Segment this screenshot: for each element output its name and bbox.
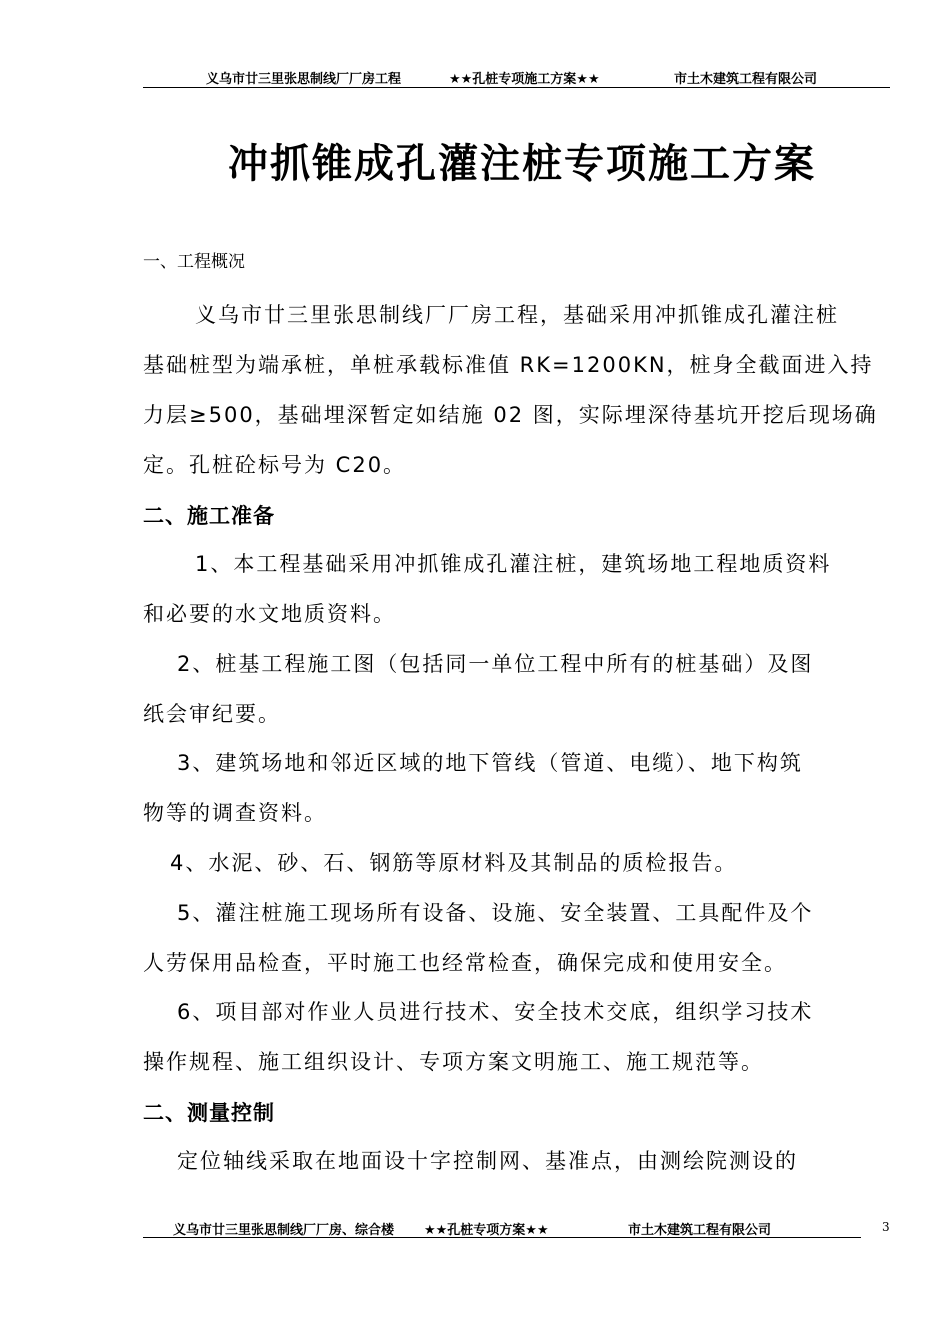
footer-company: 市土木建筑工程有限公司 bbox=[628, 1223, 772, 1238]
page-number: 3 bbox=[882, 1220, 890, 1234]
paragraph-line: 1、本工程基础采用冲抓锥成孔灌注桩，建筑场地工程地质资料 bbox=[195, 552, 832, 576]
footer-project: 义乌市廿三里张思制线厂厂房、综合楼 bbox=[173, 1223, 395, 1238]
section-heading-prep: 二、施工准备 bbox=[143, 504, 275, 528]
paragraph-line: 定。孔桩砼标号为 C20。 bbox=[143, 453, 407, 477]
paragraph-line: 3、建筑场地和邻近区域的地下管线（管道、电缆）、地下构筑 bbox=[177, 751, 803, 775]
page-title: 冲抓锥成孔灌注桩专项施工方案 bbox=[228, 141, 816, 187]
paragraph-line: 操作规程、施工组织设计、专项方案文明施工、施工规范等。 bbox=[143, 1050, 764, 1074]
paragraph-line: 基础桩型为端承桩，单桩承载标准值 RK=1200KN，桩身全截面进入持 bbox=[143, 353, 874, 377]
paragraph-line: 定位轴线采取在地面设十字控制网、基准点，由测绘院测设的 bbox=[177, 1149, 798, 1173]
section-heading-survey: 二、测量控制 bbox=[143, 1101, 275, 1125]
section-heading-overview: 一、工程概况 bbox=[143, 252, 245, 272]
paragraph-line: 和必要的水文地质资料。 bbox=[143, 602, 396, 626]
footer-rule bbox=[143, 1237, 861, 1238]
footer-doc-title: ★★孔桩专项方案★★ bbox=[424, 1223, 549, 1238]
header-doc-title: ★★孔桩专项施工方案★★ bbox=[449, 72, 600, 87]
header-project: 义乌市廿三里张思制线厂厂房工程 bbox=[206, 72, 402, 87]
header-rule bbox=[143, 87, 890, 88]
header-company: 市土木建筑工程有限公司 bbox=[674, 72, 818, 87]
paragraph-line: 4、水泥、砂、石、钢筋等原材料及其制品的质检报告。 bbox=[170, 851, 738, 875]
paragraph-line: 2、桩基工程施工图（包括同一单位工程中所有的桩基础）及图 bbox=[177, 652, 814, 676]
paragraph-line: 5、灌注桩施工现场所有设备、设施、安全装置、工具配件及个 bbox=[177, 901, 814, 925]
paragraph-line: 物等的调查资料。 bbox=[143, 801, 327, 825]
paragraph-line: 纸会审纪要。 bbox=[143, 702, 281, 726]
paragraph-line: 义乌市廿三里张思制线厂厂房工程，基础采用冲抓锥成孔灌注桩 bbox=[195, 303, 839, 327]
paragraph-line: 人劳保用品检查，平时施工也经常检查，确保完成和使用安全。 bbox=[143, 951, 787, 975]
paragraph-line: 6、项目部对作业人员进行技术、安全技术交底，组织学习技术 bbox=[177, 1000, 814, 1024]
paragraph-line: 力层≥500，基础埋深暂定如结施 02 图，实际埋深待基坑开挖后现场确 bbox=[143, 403, 878, 427]
